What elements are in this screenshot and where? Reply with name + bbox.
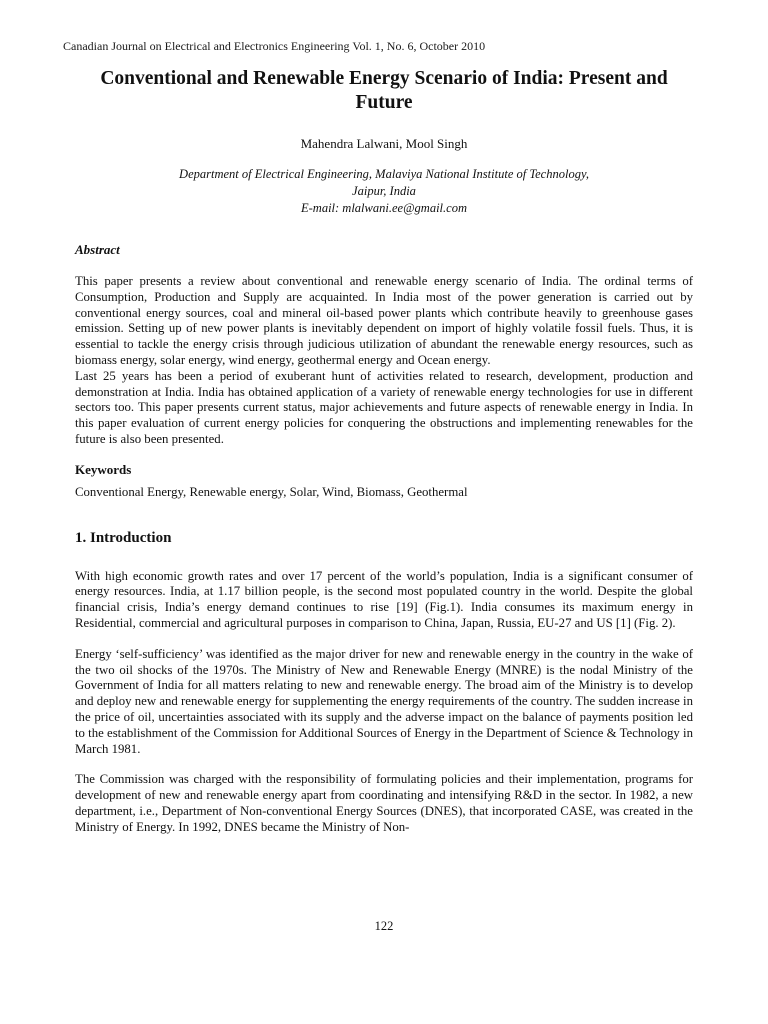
paper-page (63, 38, 693, 836)
paper-title (75, 67, 693, 115)
introduction-paragraph-3: The Commission was charged with the responsibility of formulating policies and their implementation, programs for development of new and renewable energy apart from coordinating and intensifying R&D in the sector. In 1982, a new department, i.e., Department of Non-conventional Energy Sources (DNES), that incorporated CASE, was created in the Ministry of Energy. In 1992, DNES became the Ministry of Non- (75, 772, 693, 834)
authors: Mahendra Lalwani, Mool Singh (300, 136, 468, 151)
affiliation-department: Department of Electrical Engineering, Malaviya National Institute of Technology, (179, 167, 589, 181)
abstract-paragraph-2: Last 25 years has been a period of exuberant hunt of activities related to research, development, production and demonstration at India. India has obtained application of a variety of renewable energy technologies for use in different sectors too. This paper presents current status, major achievements and future aspects of renewable energy in India. In this paper evaluation of current energy policies for conquering the obstructions and implementing renewables for the future is also been presented. (75, 368, 693, 446)
abstract-paragraph-1: This paper presents a review about conventional and renewable energy scenario of India. The ordinal terms of Consumption, Production and Supply are acquainted. In India most of the power generation is carried out by conventional energy sources, coal and mineral oil-based power plants which contribute heavily to greenhouse gases emission. Setting up of new power plants is inevitably dependent on import of highly volatile fossil fuels. Thus, it is essential to tackle the energy crisis through judicious utilization of abundant the renewable energy resources, such as biomass energy, solar energy, wind energy, geothermal energy and Ocean energy. (75, 274, 693, 367)
abstract-heading: Abstract (75, 242, 120, 257)
paper-title-line-1: Conventional and Renewable Energy Scenario of India: Present and (100, 68, 668, 89)
keywords-heading: Keywords (75, 461, 132, 477)
affiliation-location: Jaipur, India (352, 184, 416, 198)
journal-header: Canadian Journal on Electrical and Electronics Engineering Vol. 1, No. 6, October 2010 (63, 39, 486, 53)
introduction-paragraph-1: With high economic growth rates and over 17 percent of the world’s population, India is a significant consumer of energy resources. India, at 1.17 billion people, is the second most populated country in the world. Despite the global financial crisis, India’s energy demand continues to rise [19] (Fig.1). India consumes its maximum energy in Residential, commercial and agricultural purposes in comparison to China, Japan, Russia, EU-27 and US [1] (Fig. 2). (75, 568, 693, 630)
introduction-paragraph-2: Energy ‘self-sufficiency’ was identified as the major driver for new and renewable energy in the country in the wake of the two oil shocks of the 1970s. The Ministry of New and Renewable Energy (MNRE) is the nodal Ministry of the Government of India for all matters relating to new and renewable energy. The broad aim of the Ministry is to develop and deploy new and renewable energy for supplementing the energy requirements of the country. The sudden increase in the price of oil, uncertainties associated with its supply and the adverse impact on the balance of payments position led to the establishment of the Commission for Additional Sources of Energy in the Department of Science & Technology in March 1981. (75, 646, 693, 756)
page-number: 122 (374, 919, 394, 933)
affiliation (75, 166, 693, 217)
keywords-text: Conventional Energy, Renewable energy, Solar, Wind, Biomass, Geothermal (75, 484, 468, 499)
paper-title-line-2: Future (355, 92, 413, 113)
introduction-heading: 1. Introduction (75, 529, 172, 546)
affiliation-email: E-mail: mlalwani.ee@gmail.com (301, 201, 467, 215)
